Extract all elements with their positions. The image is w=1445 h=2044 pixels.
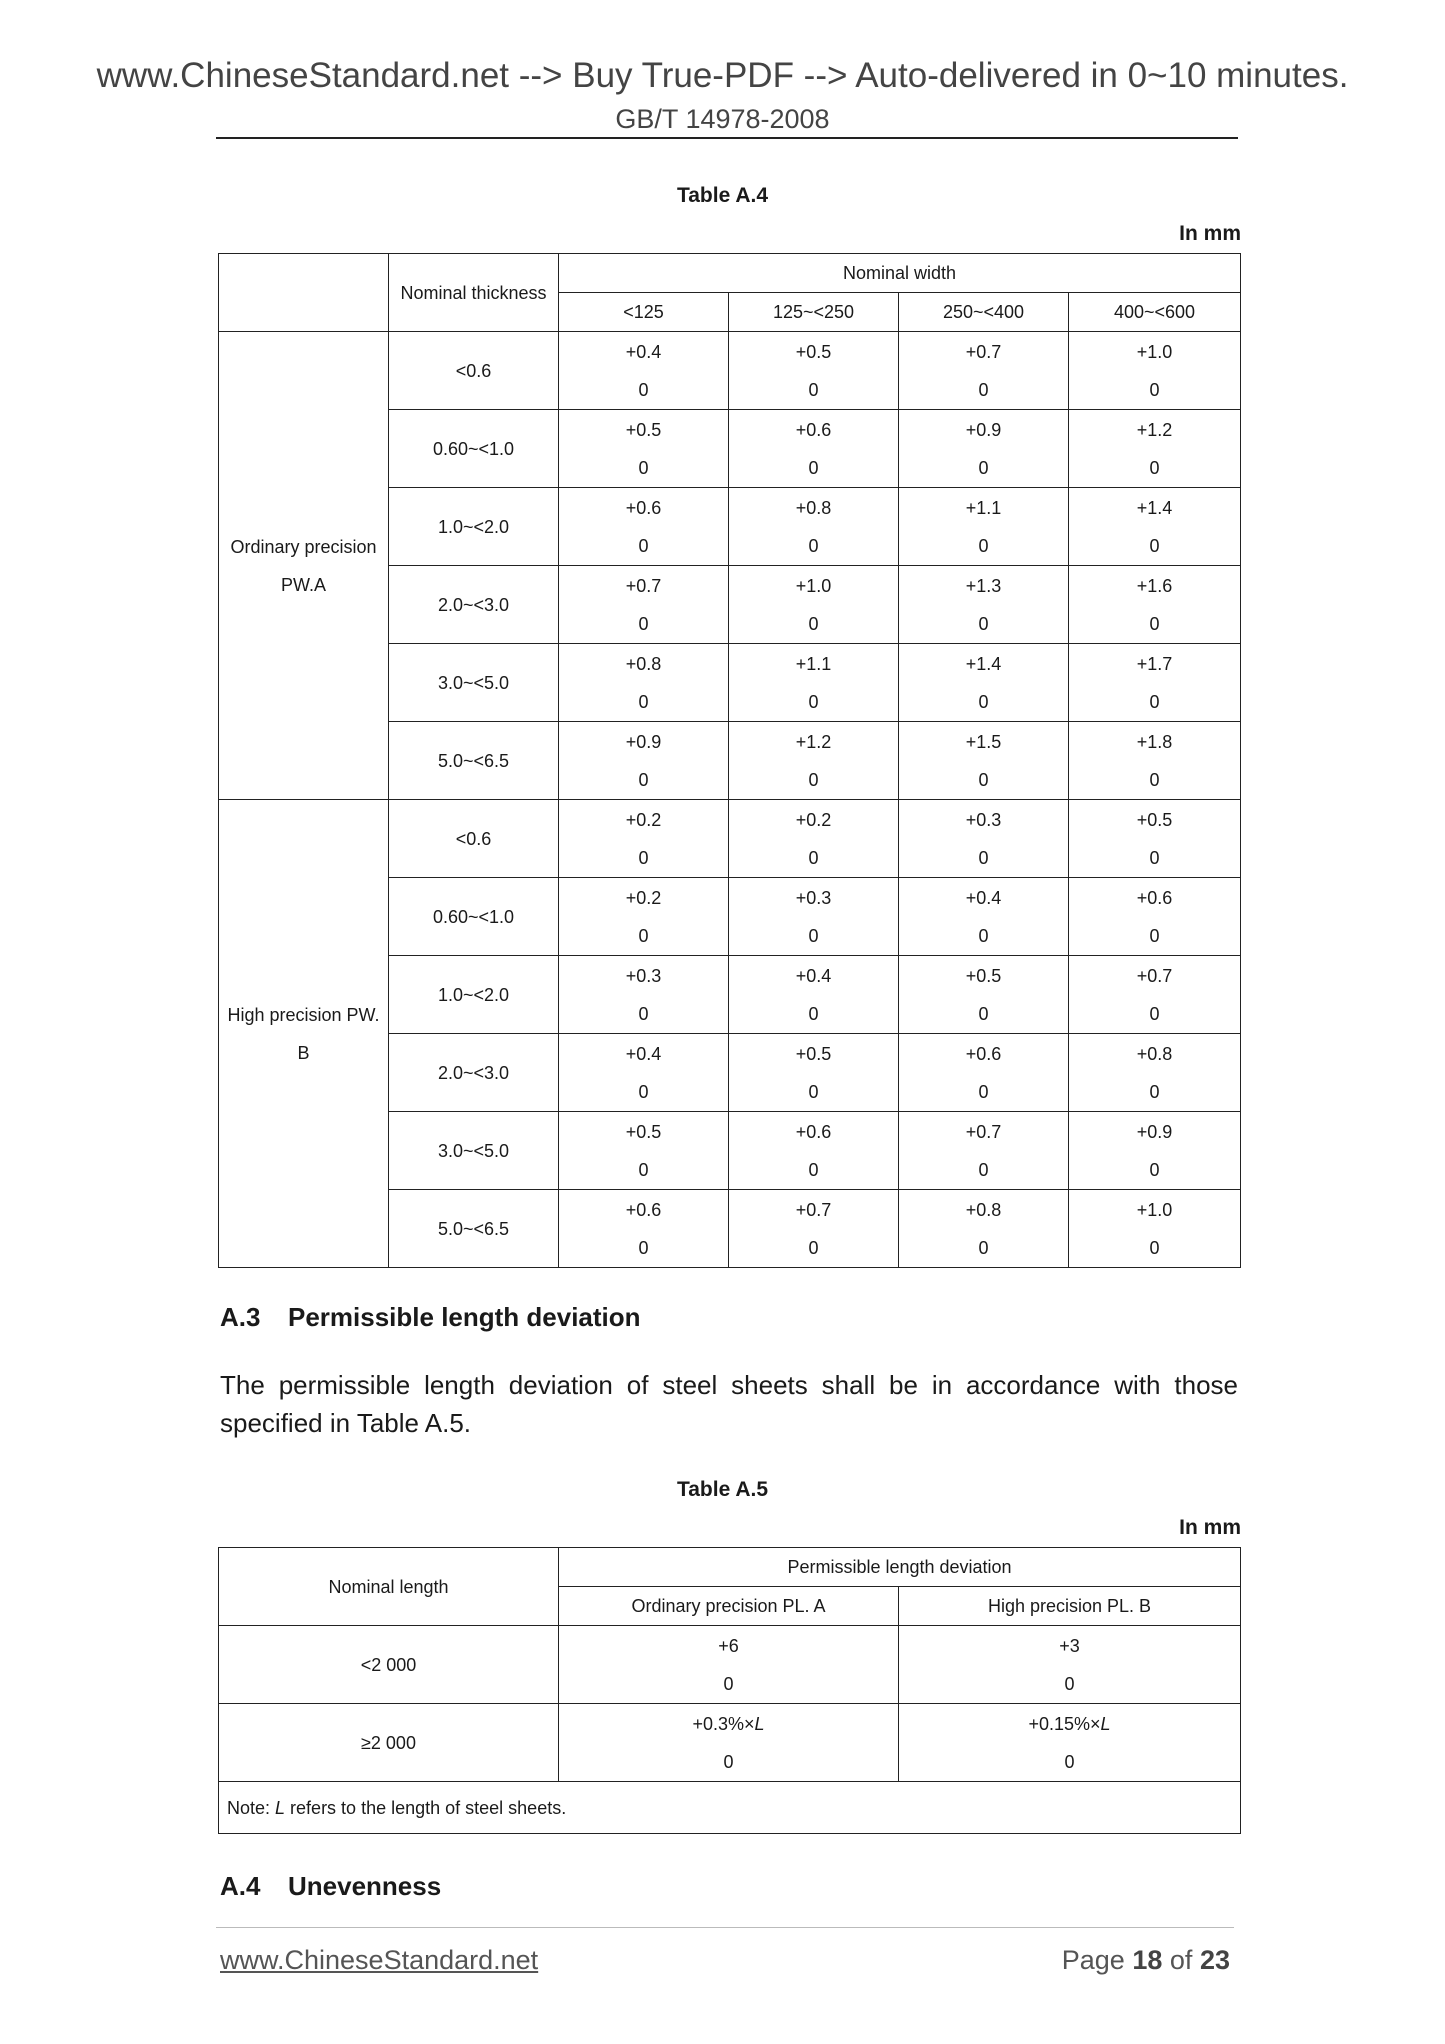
deviation-cell	[559, 644, 729, 722]
precision-class-label: Ordinary precision	[230, 536, 377, 557]
lower-deviation: 0	[978, 457, 989, 478]
lower-deviation: 0	[1149, 847, 1160, 868]
lower-deviation: 0	[978, 379, 989, 400]
lower-deviation: 0	[978, 1237, 989, 1258]
section-number: A.4	[220, 1871, 261, 1901]
deviation-cell	[559, 1034, 729, 1112]
deviation-cell	[899, 1034, 1069, 1112]
nominal-width-header: Nominal width	[559, 254, 1241, 293]
upper-deviation: +0.6	[625, 1199, 662, 1220]
lower-deviation: 0	[808, 379, 819, 400]
deviation-cell	[899, 1190, 1069, 1268]
lower-deviation: 0	[1149, 1003, 1160, 1024]
deviation-cell	[1069, 722, 1241, 800]
table-a5-note	[219, 1782, 1241, 1834]
upper-deviation: +1.4	[1136, 497, 1173, 518]
thickness-cell: <0.6	[389, 800, 559, 878]
deviation-cell	[729, 566, 899, 644]
upper-deviation: +0.4	[625, 1043, 662, 1064]
upper-deviation: +1.1	[795, 653, 832, 674]
upper-deviation: +0.6	[965, 1043, 1002, 1064]
upper-deviation: +0.6	[1136, 887, 1173, 908]
deviation-cell	[729, 956, 899, 1034]
upper-deviation: +1.7	[1136, 653, 1173, 674]
deviation-cell	[729, 878, 899, 956]
precision-class-cell	[219, 800, 389, 1268]
length-cell: <2 000	[219, 1626, 559, 1704]
upper-deviation: +0.7	[965, 1121, 1002, 1142]
upper-deviation: +1.0	[1136, 1199, 1173, 1220]
upper-deviation: +1.1	[965, 497, 1002, 518]
header-rule	[216, 137, 1238, 139]
table-a4-corner-cell	[219, 254, 389, 332]
precision-class-label: High precision PW.	[227, 1004, 380, 1025]
length-variable: L	[754, 1713, 765, 1734]
lower-deviation: 0	[1149, 535, 1160, 556]
lower-deviation: 0	[808, 1003, 819, 1024]
page-indicator	[1062, 1945, 1230, 1976]
upper-deviation: +6	[718, 1635, 739, 1656]
upper-deviation: +1.3	[965, 575, 1002, 596]
lower-deviation: 0	[978, 535, 989, 556]
upper-deviation: +0.2	[625, 809, 662, 830]
section-a4-heading	[220, 1871, 441, 1902]
deviation-cell	[1069, 488, 1241, 566]
deviation-cell	[729, 800, 899, 878]
deviation-cell	[899, 488, 1069, 566]
lower-deviation: 0	[978, 847, 989, 868]
upper-deviation: +0.9	[625, 731, 662, 752]
ordinary-deviation-cell	[559, 1626, 899, 1704]
upper-deviation: +1.5	[965, 731, 1002, 752]
deviation-cell	[559, 878, 729, 956]
upper-deviation: +1.4	[965, 653, 1002, 674]
lower-deviation: 0	[808, 613, 819, 634]
lower-deviation: 0	[1149, 1237, 1160, 1258]
deviation-cell	[1069, 1112, 1241, 1190]
upper-deviation: +0.7	[625, 575, 662, 596]
deviation-cell	[729, 722, 899, 800]
upper-deviation	[899, 1705, 1240, 1743]
lower-deviation: 0	[978, 1159, 989, 1180]
upper-deviation: +0.9	[1136, 1121, 1173, 1142]
lower-deviation: 0	[1149, 613, 1160, 634]
lower-deviation: 0	[723, 1751, 734, 1772]
upper-deviation: +1.2	[795, 731, 832, 752]
deviation-cell	[899, 956, 1069, 1034]
table-row	[219, 332, 1241, 410]
high-deviation-cell	[899, 1626, 1241, 1704]
deviation-cell	[559, 1112, 729, 1190]
deviation-cell	[1069, 956, 1241, 1034]
deviation-formula: +0.15%×	[1028, 1713, 1101, 1734]
nominal-thickness-header: Nominal thickness	[389, 254, 559, 332]
lower-deviation: 0	[808, 1081, 819, 1102]
lower-deviation: 0	[978, 1081, 989, 1102]
precision-class-label: B	[297, 1042, 310, 1063]
upper-deviation: +0.6	[625, 497, 662, 518]
deviation-cell	[899, 644, 1069, 722]
deviation-cell	[1069, 410, 1241, 488]
upper-deviation: +0.5	[965, 965, 1002, 986]
deviation-cell	[729, 1034, 899, 1112]
upper-deviation: +0.8	[795, 497, 832, 518]
lower-deviation: 0	[1149, 379, 1160, 400]
table-a5-caption: Table A.5	[676, 1478, 769, 1501]
lower-deviation: 0	[723, 1673, 734, 1694]
lower-deviation: 0	[1149, 691, 1160, 712]
note-variable: L	[275, 1797, 286, 1818]
thickness-cell: 5.0~<6.5	[389, 722, 559, 800]
upper-deviation: +0.6	[795, 1121, 832, 1142]
standard-number: GB/T 14978-2008	[615, 104, 830, 134]
deviation-cell	[1069, 1034, 1241, 1112]
upper-deviation: +0.3	[795, 887, 832, 908]
upper-deviation: +1.6	[1136, 575, 1173, 596]
lower-deviation: 0	[1149, 925, 1160, 946]
lower-deviation: 0	[808, 769, 819, 790]
precision-class-cell	[219, 332, 389, 800]
lower-deviation: 0	[638, 379, 649, 400]
upper-deviation: +0.3	[625, 965, 662, 986]
page-number: 18	[1132, 1945, 1163, 1975]
thickness-cell: 0.60~<1.0	[389, 878, 559, 956]
lower-deviation: 0	[638, 1081, 649, 1102]
lower-deviation: 0	[638, 613, 649, 634]
deviation-cell	[559, 800, 729, 878]
header-banner: www.ChineseStandard.net --> Buy True-PDF --> Auto-delivered in 0~10 minutes.	[96, 56, 1349, 95]
precision-class-label: PW.A	[280, 574, 326, 595]
thickness-cell: 5.0~<6.5	[389, 1190, 559, 1268]
lower-deviation: 0	[1064, 1751, 1075, 1772]
upper-deviation: +0.5	[795, 1043, 832, 1064]
ordinary-deviation-cell	[559, 1704, 899, 1782]
deviation-cell	[559, 488, 729, 566]
lower-deviation: 0	[978, 1003, 989, 1024]
deviation-cell	[729, 644, 899, 722]
deviation-cell	[899, 566, 1069, 644]
lower-deviation: 0	[638, 1159, 649, 1180]
upper-deviation: +0.3	[965, 809, 1002, 830]
lower-deviation: 0	[808, 457, 819, 478]
deviation-cell	[899, 722, 1069, 800]
thickness-cell: 2.0~<3.0	[389, 1034, 559, 1112]
deviation-cell	[899, 878, 1069, 956]
upper-deviation: +0.7	[1136, 965, 1173, 986]
upper-deviation: +1.0	[1136, 341, 1173, 362]
section-a3-heading	[220, 1302, 641, 1333]
upper-deviation: +0.2	[625, 887, 662, 908]
upper-deviation: +0.7	[965, 341, 1002, 362]
note-prefix: Note:	[227, 1797, 276, 1818]
thickness-cell: 3.0~<5.0	[389, 1112, 559, 1190]
deviation-cell	[1069, 1190, 1241, 1268]
upper-deviation: +1.2	[1136, 419, 1173, 440]
nominal-length-header: Nominal length	[219, 1548, 559, 1626]
table-a4-caption: Table A.4	[676, 184, 769, 207]
thickness-cell: 1.0~<2.0	[389, 488, 559, 566]
lower-deviation: 0	[808, 691, 819, 712]
table-row	[219, 1626, 1241, 1704]
lower-deviation: 0	[978, 925, 989, 946]
upper-deviation: +0.4	[625, 341, 662, 362]
lower-deviation: 0	[1149, 769, 1160, 790]
page-word: Page	[1061, 1945, 1125, 1975]
width-col-header: <125	[559, 293, 729, 332]
table-a4	[218, 253, 1241, 1268]
table-a5	[218, 1547, 1241, 1834]
table-a4-unit: In mm	[1179, 222, 1241, 245]
length-cell: ≥2 000	[219, 1704, 559, 1782]
high-precision-header: High precision PL. B	[899, 1587, 1241, 1626]
lower-deviation: 0	[978, 613, 989, 634]
length-variable: L	[1100, 1713, 1111, 1734]
lower-deviation: 0	[1149, 457, 1160, 478]
lower-deviation: 0	[638, 535, 649, 556]
table-row	[219, 1704, 1241, 1782]
lower-deviation: 0	[638, 1003, 649, 1024]
deviation-cell	[899, 800, 1069, 878]
page-total: 23	[1199, 1945, 1230, 1975]
deviation-cell	[1069, 644, 1241, 722]
footer-site-link[interactable]: www.ChineseStandard.net	[220, 1945, 539, 1975]
upper-deviation: +0.9	[965, 419, 1002, 440]
deviation-cell	[559, 722, 729, 800]
thickness-cell: 1.0~<2.0	[389, 956, 559, 1034]
upper-deviation: +0.5	[625, 1121, 662, 1142]
upper-deviation: +0.4	[965, 887, 1002, 908]
deviation-cell	[1069, 566, 1241, 644]
upper-deviation: +0.4	[795, 965, 832, 986]
deviation-cell	[729, 1112, 899, 1190]
thickness-cell: 3.0~<5.0	[389, 644, 559, 722]
width-col-header: 125~<250	[729, 293, 899, 332]
lower-deviation: 0	[808, 1159, 819, 1180]
lower-deviation: 0	[808, 847, 819, 868]
thickness-cell: <0.6	[389, 332, 559, 410]
length-deviation-header: Permissible length deviation	[559, 1548, 1241, 1587]
lower-deviation: 0	[638, 691, 649, 712]
deviation-cell	[899, 410, 1069, 488]
section-number: A.3	[220, 1302, 261, 1332]
note-text: refers to the length of steel sheets.	[285, 1797, 567, 1818]
deviation-cell	[559, 566, 729, 644]
upper-deviation: +0.2	[795, 809, 832, 830]
upper-deviation: +0.5	[1136, 809, 1173, 830]
deviation-cell	[559, 410, 729, 488]
footer-rule	[216, 1927, 1234, 1928]
lower-deviation: 0	[638, 1237, 649, 1258]
deviation-cell	[559, 332, 729, 410]
upper-deviation: +0.5	[625, 419, 662, 440]
lower-deviation: 0	[978, 769, 989, 790]
lower-deviation: 0	[638, 925, 649, 946]
deviation-cell	[1069, 332, 1241, 410]
section-title: Permissible length deviation	[288, 1302, 641, 1332]
upper-deviation: +1.0	[795, 575, 832, 596]
thickness-cell: 0.60~<1.0	[389, 410, 559, 488]
deviation-cell	[559, 1190, 729, 1268]
table-a5-unit: In mm	[1179, 1516, 1241, 1539]
deviation-cell	[1069, 878, 1241, 956]
lower-deviation: 0	[808, 925, 819, 946]
deviation-formula: +0.3%×	[692, 1713, 755, 1734]
deviation-cell	[729, 332, 899, 410]
of-word: of	[1169, 1945, 1193, 1975]
upper-deviation: +3	[1059, 1635, 1080, 1656]
lower-deviation: 0	[638, 847, 649, 868]
upper-deviation: +0.7	[795, 1199, 832, 1220]
lower-deviation: 0	[638, 457, 649, 478]
width-col-header: 400~<600	[1069, 293, 1241, 332]
lower-deviation: 0	[978, 691, 989, 712]
deviation-cell	[729, 488, 899, 566]
deviation-cell	[729, 1190, 899, 1268]
lower-deviation: 0	[1064, 1673, 1075, 1694]
upper-deviation: +1.8	[1136, 731, 1173, 752]
upper-deviation: +0.8	[1136, 1043, 1173, 1064]
section-title: Unevenness	[288, 1871, 442, 1901]
upper-deviation: +0.6	[795, 419, 832, 440]
lower-deviation: 0	[1149, 1081, 1160, 1102]
upper-deviation: +0.8	[965, 1199, 1002, 1220]
width-col-header: 250~<400	[899, 293, 1069, 332]
lower-deviation: 0	[808, 535, 819, 556]
deviation-cell	[559, 956, 729, 1034]
section-a3-paragraph: The permissible length deviation of steel sheets shall be in accordance with those specified in Table A.5.	[220, 1370, 1238, 1438]
lower-deviation: 0	[808, 1237, 819, 1258]
deviation-cell	[729, 410, 899, 488]
table-row	[219, 800, 1241, 878]
deviation-cell	[899, 332, 1069, 410]
deviation-cell	[1069, 800, 1241, 878]
upper-deviation: +0.8	[625, 653, 662, 674]
high-deviation-cell	[899, 1704, 1241, 1782]
upper-deviation	[559, 1705, 898, 1743]
lower-deviation: 0	[638, 769, 649, 790]
upper-deviation: +0.5	[795, 341, 832, 362]
ordinary-precision-header: Ordinary precision PL. A	[559, 1587, 899, 1626]
lower-deviation: 0	[1149, 1159, 1160, 1180]
deviation-cell	[899, 1112, 1069, 1190]
thickness-cell: 2.0~<3.0	[389, 566, 559, 644]
